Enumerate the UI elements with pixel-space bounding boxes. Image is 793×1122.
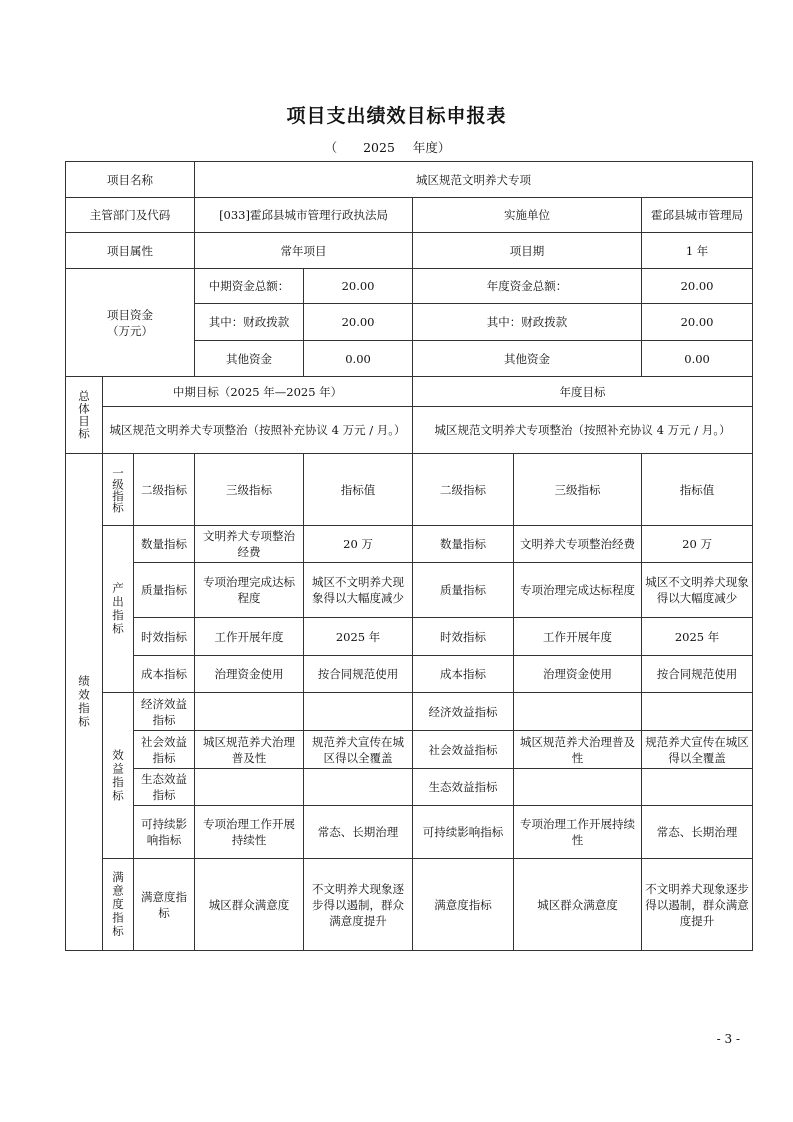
table-row-l3b: 治理资金使用 <box>514 656 642 693</box>
table-row-l2b: 成本指标 <box>413 656 514 693</box>
mid-other-label: 其他资金 <box>195 341 304 377</box>
table-row-valueb: 城区不文明养犬现象得以大幅度减少 <box>642 563 753 618</box>
table-row-value <box>304 769 413 806</box>
year-other-label: 其他资金 <box>413 341 642 377</box>
table-row-l3b: 文明养犬专项整治经费 <box>514 526 642 563</box>
table-row-value: 2025 年 <box>304 618 413 656</box>
mid-goal-header: 中期目标（2025 年—2025 年） <box>103 377 413 407</box>
table-row-l3: 专项治理工作开展持续性 <box>195 806 304 859</box>
table-row-l2: 生态效益指标 <box>134 769 195 806</box>
table-row-l3b: 工作开展年度 <box>514 618 642 656</box>
table-row-value: 不文明养犬现象逐步得以遏制，群众满意度提升 <box>304 859 413 951</box>
dept-value: [033]霍邱县城市管理行政执法局 <box>195 198 413 233</box>
value-header: 指标值 <box>304 454 413 526</box>
table-row-l3b <box>514 693 642 731</box>
satisfaction-indicator-label: 满意度指标 <box>103 859 134 951</box>
project-name-label: 项目名称 <box>66 162 195 198</box>
subtitle-year: 2025 <box>363 140 395 155</box>
table-row-l3 <box>195 769 304 806</box>
table-row-l3: 治理资金使用 <box>195 656 304 693</box>
table-row-l2: 经济效益指标 <box>134 693 195 731</box>
attr-label: 项目属性 <box>66 233 195 269</box>
table-row-value: 规范养犬宣传在城区得以全覆盖 <box>304 731 413 769</box>
performance-goal-table <box>65 161 753 951</box>
year-goal-header: 年度目标 <box>413 377 753 407</box>
level3-header: 三级指标 <box>195 454 304 526</box>
table-row-valueb: 20 万 <box>642 526 753 563</box>
table-row-valueb: 常态、长期治理 <box>642 806 753 859</box>
table-row-valueb <box>642 769 753 806</box>
year-fiscal-label: 其中：财政拨款 <box>413 304 642 341</box>
table-row-l3: 文明养犬专项整治经费 <box>195 526 304 563</box>
funds-label-line2: （万元） <box>107 323 154 338</box>
table-row-l3 <box>195 693 304 731</box>
table-row-value: 按合同规范使用 <box>304 656 413 693</box>
table-row-l2: 时效指标 <box>134 618 195 656</box>
table-row-l2b: 生态效益指标 <box>413 769 514 806</box>
table-row-l3: 城区规范养犬治理普及性 <box>195 731 304 769</box>
value-header-b: 指标值 <box>642 454 753 526</box>
mid-fiscal-label: 其中：财政拨款 <box>195 304 304 341</box>
table-row-l2b: 满意度指标 <box>413 859 514 951</box>
impl-unit-label: 实施单位 <box>413 198 642 233</box>
table-row-valueb: 不文明养犬现象逐步得以遏制，群众满意度提升 <box>642 859 753 951</box>
table-row-l2: 成本指标 <box>134 656 195 693</box>
table-row-l2b: 质量指标 <box>413 563 514 618</box>
attr-value: 常年项目 <box>195 233 413 269</box>
table-row-valueb: 2025 年 <box>642 618 753 656</box>
funds-label <box>66 269 195 377</box>
year-subtitle <box>0 138 793 156</box>
table-row-valueb <box>642 693 753 731</box>
table-row-value: 常态、长期治理 <box>304 806 413 859</box>
mid-fiscal-value: 20.00 <box>304 304 413 341</box>
table-row-l2b: 社会效益指标 <box>413 731 514 769</box>
year-total-value: 20.00 <box>642 269 753 304</box>
funds-label-line1: 项目资金 <box>107 307 154 322</box>
output-indicator-label: 产出指标 <box>103 526 134 693</box>
table-row-valueb: 按合同规范使用 <box>642 656 753 693</box>
table-row-l3b: 城区群众满意度 <box>514 859 642 951</box>
subtitle-year-unit: 年度） <box>412 140 451 155</box>
level1-header: 一级指标 <box>103 454 134 526</box>
benefit-indicator-label: 效益指标 <box>103 693 134 859</box>
table-row-value: 20 万 <box>304 526 413 563</box>
level2-header-b: 二级指标 <box>413 454 514 526</box>
table-row-l2b: 可持续影响指标 <box>413 806 514 859</box>
year-fiscal-value: 20.00 <box>642 304 753 341</box>
period-label: 项目期 <box>413 233 642 269</box>
table-row-l3b <box>514 769 642 806</box>
mid-goal-text: 城区规范文明养犬专项整治（按照补充协议 4 万元 / 月。） <box>103 407 413 454</box>
table-row-l2: 社会效益指标 <box>134 731 195 769</box>
table-row-l2: 可持续影响指标 <box>134 806 195 859</box>
year-total-label: 年度资金总额： <box>413 269 642 304</box>
performance-indicator-label: 绩效指标 <box>66 454 103 951</box>
table-row-l3b: 专项治理完成达标程度 <box>514 563 642 618</box>
table-row-l3: 城区群众满意度 <box>195 859 304 951</box>
level3-header-b: 三级指标 <box>514 454 642 526</box>
table-row-value <box>304 693 413 731</box>
impl-unit-value: 霍邱县城市管理局 <box>642 198 753 233</box>
table-row-l2b: 数量指标 <box>413 526 514 563</box>
table-row-l2: 质量指标 <box>134 563 195 618</box>
table-row-value: 城区不文明养犬现象得以大幅度减少 <box>304 563 413 618</box>
table-row-l3: 专项治理完成达标程度 <box>195 563 304 618</box>
year-goal-text: 城区规范文明养犬专项整治（按照补充协议 4 万元 / 月。） <box>413 407 753 454</box>
mid-total-label: 中期资金总额： <box>195 269 304 304</box>
table-row-valueb: 规范养犬宣传在城区得以全覆盖 <box>642 731 753 769</box>
table-row-l2: 满意度指标 <box>134 859 195 951</box>
mid-total-value: 20.00 <box>304 269 413 304</box>
dept-label: 主管部门及代码 <box>66 198 195 233</box>
page-number: - 3 - <box>716 1032 740 1046</box>
subtitle-paren: （ <box>324 140 338 155</box>
overall-goal-label: 总体目标 <box>66 377 103 454</box>
table-row-l2b: 时效指标 <box>413 618 514 656</box>
year-other-value: 0.00 <box>642 341 753 377</box>
mid-other-value: 0.00 <box>304 341 413 377</box>
table-row-l2b: 经济效益指标 <box>413 693 514 731</box>
period-value: 1 年 <box>642 233 753 269</box>
table-row-l3: 工作开展年度 <box>195 618 304 656</box>
table-row-l2: 数量指标 <box>134 526 195 563</box>
level2-header: 二级指标 <box>134 454 195 526</box>
project-name-value: 城区规范文明养犬专项 <box>195 162 753 198</box>
table-row-l3b: 专项治理工作开展持续性 <box>514 806 642 859</box>
page-title: 项目支出绩效目标申报表 <box>286 105 507 127</box>
table-row-l3b: 城区规范养犬治理普及性 <box>514 731 642 769</box>
